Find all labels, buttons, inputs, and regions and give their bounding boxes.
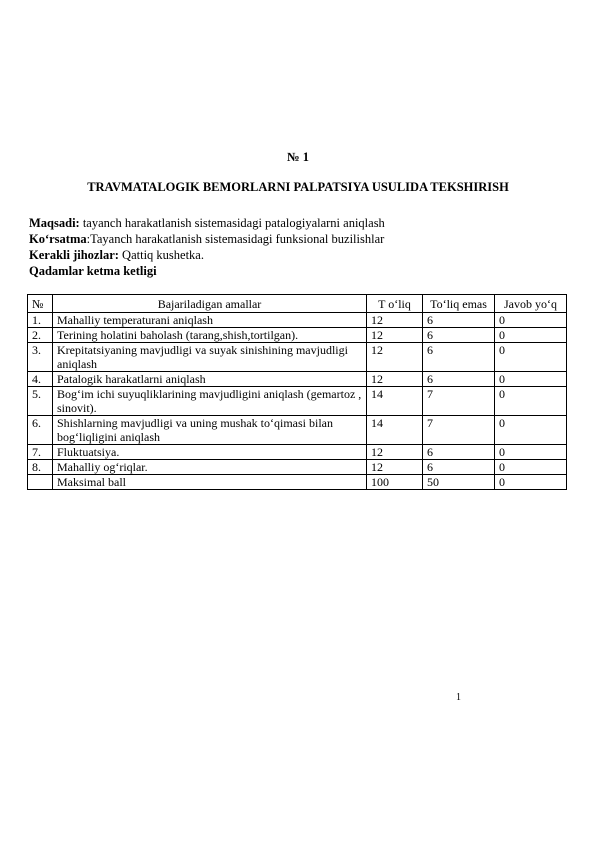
row-none: 0: [495, 372, 567, 387]
total-none: 0: [495, 475, 567, 490]
goal-label: Maqsadi:: [29, 216, 80, 230]
row-number: 8.: [28, 460, 53, 475]
total-full: 100: [367, 475, 423, 490]
row-partial: 6: [423, 460, 495, 475]
equipment-line: [29, 247, 385, 263]
total-partial: 50: [423, 475, 495, 490]
checklist-table: [27, 294, 567, 490]
indication-line: [29, 231, 385, 247]
row-action: Mahalliy og‘riqlar.: [53, 460, 367, 475]
row-number: 6.: [28, 416, 53, 445]
row-full: 12: [367, 343, 423, 372]
row-number: 7.: [28, 445, 53, 460]
row-number: 2.: [28, 328, 53, 343]
row-number: 1.: [28, 313, 53, 328]
row-none: 0: [495, 387, 567, 416]
equipment-label: Kerakli jihozlar:: [29, 248, 119, 262]
row-partial: 7: [423, 416, 495, 445]
row-full: 12: [367, 460, 423, 475]
row-action: Mahalliy temperaturani aniqlash: [53, 313, 367, 328]
info-block: [29, 215, 385, 279]
row-partial: 6: [423, 343, 495, 372]
header-full: T o‘liq: [367, 295, 423, 313]
row-full: 12: [367, 372, 423, 387]
row-action: Bog‘im ichi suyuqliklarining mavjudligini aniqlash (gemartoz , sinovit).: [53, 387, 367, 416]
table-header-row: [28, 295, 567, 313]
row-full: 14: [367, 387, 423, 416]
row-partial: 6: [423, 372, 495, 387]
row-action: Terining holatini baholash (tarang,shish,tortilgan).: [53, 328, 367, 343]
row-action: Krepitatsiyaning mavjudligi va suyak sinishining mavjudligi aniqlash: [53, 343, 367, 372]
header-none: Javob yo‘q: [495, 295, 567, 313]
row-number: 4.: [28, 372, 53, 387]
table-row: [28, 445, 567, 460]
table-row: [28, 387, 567, 416]
indication-label: Ko‘rsatma: [29, 232, 87, 246]
row-none: 0: [495, 460, 567, 475]
row-partial: 6: [423, 313, 495, 328]
steps-line: [29, 263, 385, 279]
table-row: [28, 343, 567, 372]
total-number: [28, 475, 53, 490]
row-full: 14: [367, 416, 423, 445]
row-action: Patalogik harakatlarni aniqlash: [53, 372, 367, 387]
table-row: [28, 328, 567, 343]
row-number: 5.: [28, 387, 53, 416]
table-row: [28, 416, 567, 445]
row-none: 0: [495, 416, 567, 445]
row-full: 12: [367, 328, 423, 343]
page-number: 1: [456, 692, 461, 703]
steps-label: Qadamlar ketma ketligi: [29, 264, 157, 278]
row-action: Shishlarning mavjudligi va uning mushak to‘qimasi bilan bog‘liqligini aniqlash: [53, 416, 367, 445]
row-number: 3.: [28, 343, 53, 372]
row-none: 0: [495, 313, 567, 328]
equipment-text: Qattiq kushetka.: [118, 248, 204, 262]
table-row: [28, 460, 567, 475]
row-none: 0: [495, 343, 567, 372]
goal-line: [29, 215, 385, 231]
indication-text: :Tayanch harakatlanish sistemasidagi funksional buzilishlar: [86, 232, 385, 246]
row-partial: 6: [423, 328, 495, 343]
row-none: 0: [495, 445, 567, 460]
document-number: № 1: [287, 150, 309, 164]
row-none: 0: [495, 328, 567, 343]
header-number: №: [28, 295, 53, 313]
row-partial: 7: [423, 387, 495, 416]
table-row: [28, 372, 567, 387]
table-row: [28, 313, 567, 328]
header-action: Bajariladigan amallar: [53, 295, 367, 313]
table-total-row: [28, 475, 567, 490]
row-partial: 6: [423, 445, 495, 460]
row-full: 12: [367, 445, 423, 460]
row-full: 12: [367, 313, 423, 328]
goal-text: tayanch harakatlanish sistemasidagi patalogiyalarni aniqlash: [79, 216, 385, 230]
header-partial: To‘liq emas: [423, 295, 495, 313]
document-title: TRAVMATALOGIK BEMORLARNI PALPATSIYA USULIDA TEKSHIRISH: [87, 180, 509, 194]
total-label: Maksimal ball: [53, 475, 367, 490]
row-action: Fluktuatsiya.: [53, 445, 367, 460]
